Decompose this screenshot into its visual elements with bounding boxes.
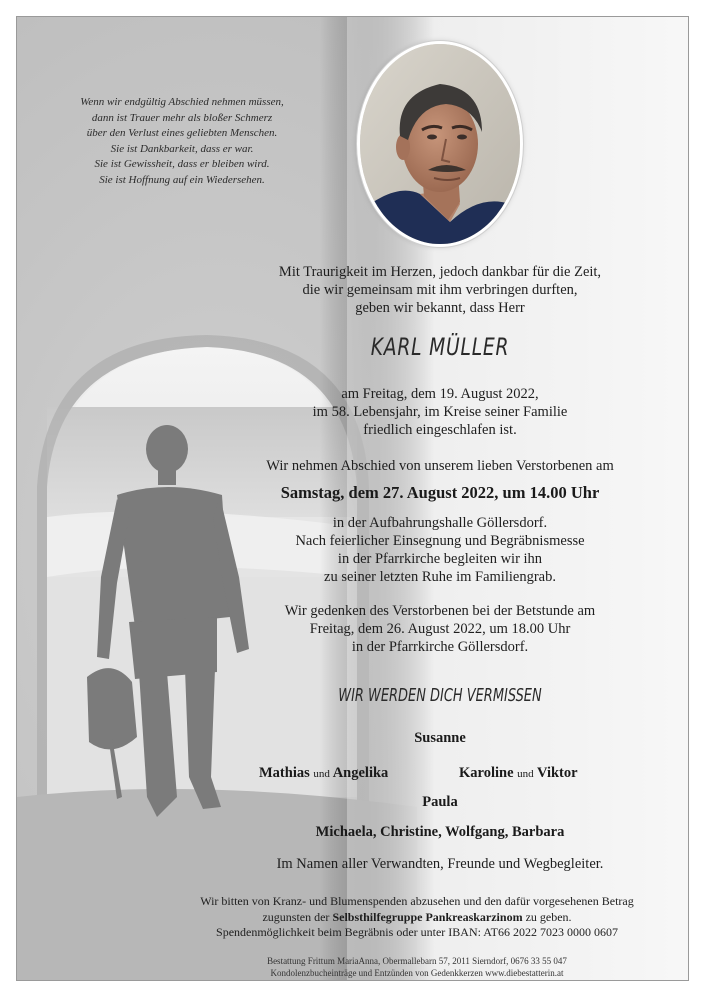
- donation-text: zu geben.: [522, 909, 572, 924]
- quote-line: Sie ist Gewissheit, dass er bleiben wird.: [94, 158, 270, 170]
- funeral-line: zu seiner letzten Ruhe im Familiengrab.: [324, 569, 556, 585]
- quote-line: dann ist Trauer mehr als bloßer Schmerz: [91, 111, 273, 124]
- family-member: Mathias: [259, 765, 310, 781]
- family-member: Karoline: [459, 765, 514, 781]
- undertaker-footer: [167, 955, 667, 979]
- family-connector: und: [517, 768, 534, 780]
- donation-text: zugunsten der: [262, 909, 333, 924]
- death-line: friedlich eingeschlafen ist.: [363, 422, 517, 438]
- death-line: am Freitag, dem 19. August 2022,: [341, 386, 539, 402]
- intro-line: Mit Traurigkeit im Herzen, jedoch dankbar für die Zeit,: [278, 264, 602, 280]
- relatives-line: Im Namen aller Verwandten, Freunde und Wegbegleiter.: [276, 856, 604, 872]
- deceased-name: KARL MÜLLER: [370, 333, 510, 361]
- memorial-quote: [47, 95, 317, 188]
- death-line: im 58. Lebensjahr, im Kreise seiner Familie: [312, 404, 568, 420]
- donation-line-1: Wir bitten von Kranz- und Blumenspenden abzusehen und den dafür vorgesehenen Betrag: [200, 894, 634, 908]
- portrait-image: [360, 44, 520, 244]
- family-connector: und: [313, 768, 330, 780]
- farewell-intro: Wir nehmen Abschied von unserem lieben Verstorbenen am: [266, 458, 614, 474]
- intro-line: geben wir bekannt, dass Herr: [355, 300, 525, 316]
- obituary-page: [16, 16, 689, 981]
- funeral-line: Nach feierlicher Einsegnung und Begräbnismesse: [295, 533, 585, 549]
- funeral-line: in der Pfarrkirche begleiten wir ihn: [337, 551, 543, 567]
- donation-line-2: [167, 910, 667, 926]
- family-row-2-right: [459, 765, 578, 782]
- quote-line: Sie ist Dankbarkeit, dass er war.: [110, 142, 254, 155]
- intro-line: die wir gemeinsam mit ihm verbringen durften,: [302, 282, 578, 298]
- prayer-info: [240, 602, 640, 656]
- prayer-line: in der Pfarrkirche Göllersdorf.: [351, 639, 529, 655]
- miss-heading: WIR WERDEN DICH VERMISSEN: [338, 685, 542, 706]
- funeral-date: Samstag, dem 27. August 2022, um 14.00 Uhr: [280, 483, 600, 502]
- donation-line-3: Spendenmöglichkeit beim Begräbnis oder unter IBAN: AT66 2022 7023 0000 0607: [216, 925, 618, 939]
- family-member: Viktor: [537, 765, 578, 781]
- family-row-4: Michaela, Christine, Wolfgang, Barbara: [315, 824, 565, 840]
- funeral-line: in der Aufbahrungshalle Göllersdorf.: [332, 515, 548, 531]
- family-row-2-left: [259, 765, 388, 782]
- death-info: [240, 385, 640, 439]
- donation-notice: [167, 894, 667, 941]
- portrait-photo: [357, 41, 523, 247]
- family-row-3: Paula: [422, 794, 458, 810]
- prayer-line: Wir gedenken des Verstorbenen bei der Betstunde am: [284, 603, 596, 619]
- footer-line-2: Kondolenzbucheinträge und Entzünden von Gedenkkerzen www.diebestatterin.at: [270, 968, 564, 978]
- donation-organization: Selbsthilfegruppe Pankreaskarzinom: [332, 909, 523, 924]
- footer-line-1: Bestattung Frittum MariaAnna, Obermallebarn 57, 2011 Sierndorf, 0676 33 55 047: [267, 956, 567, 966]
- quote-line: Sie ist Hoffnung auf ein Wiedersehen.: [99, 173, 265, 186]
- quote-line: Wenn wir endgültig Abschied nehmen müssen,: [80, 96, 284, 108]
- intro-text: [240, 263, 640, 317]
- family-row-1: Susanne: [414, 730, 466, 746]
- funeral-details: [240, 514, 640, 586]
- family-member: Angelika: [332, 765, 389, 781]
- prayer-line: Freitag, dem 26. August 2022, um 18.00 Uhr: [309, 621, 571, 637]
- quote-line: über den Verlust eines geliebten Menschen.: [86, 127, 278, 139]
